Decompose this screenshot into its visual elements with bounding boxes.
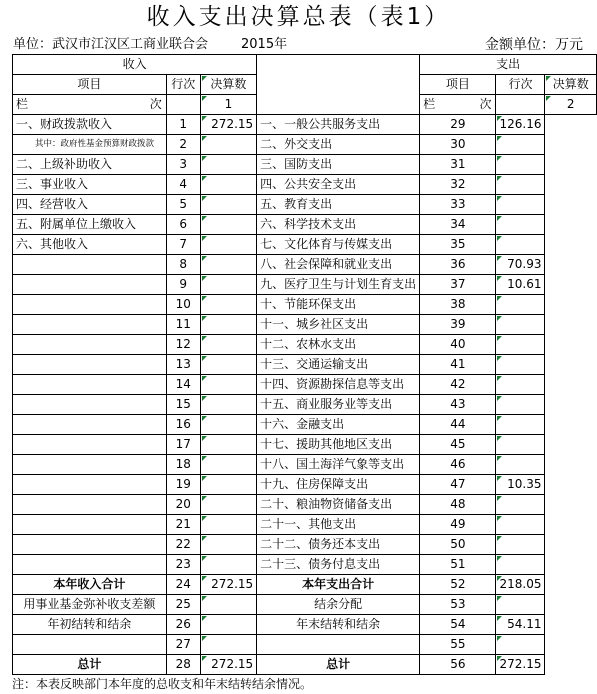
unit-label: 单位：武汉市江汉区工商业联合会 <box>13 37 209 52</box>
income-amount-cell <box>200 415 257 435</box>
expense-rowno-cell: 51 <box>420 555 496 575</box>
lan-label: 栏 <box>16 97 29 111</box>
income-column-number: 1 <box>200 95 257 115</box>
table-row <box>13 315 597 335</box>
income-rowno-cell: 18 <box>166 455 200 475</box>
income-rowno-cell: 1 <box>166 115 200 135</box>
expense-rowno-cell: 43 <box>420 395 496 415</box>
income-amount-cell <box>200 435 257 455</box>
table-row <box>13 335 597 355</box>
expense-rowno-cell: 37 <box>420 275 496 295</box>
income-item-cell <box>13 455 167 475</box>
expense-rowno-cell: 56 <box>420 655 496 675</box>
income-amount-cell <box>200 595 257 615</box>
income-item-cell: 四、经营收入 <box>13 195 167 215</box>
expense-amount-cell: 126.16 <box>496 115 545 135</box>
income-item-cell <box>13 335 167 355</box>
table-row <box>13 295 597 315</box>
income-rowno-header: 行次 <box>166 75 200 95</box>
income-item-cell <box>13 275 167 295</box>
expense-rowno-cell: 55 <box>420 635 496 655</box>
income-amount-cell <box>200 375 257 395</box>
expense-amount-cell <box>496 135 545 155</box>
expense-item-cell: 一、一般公共服务支出 <box>257 115 420 135</box>
expense-amount-cell <box>496 235 545 255</box>
income-amount-cell <box>200 535 257 555</box>
expense-item-cell: 二十一、其他支出 <box>257 515 420 535</box>
income-amount-cell <box>200 395 257 415</box>
table-row <box>13 135 597 155</box>
expense-item-cell: 结余分配 <box>257 595 420 615</box>
income-rowno-cell: 17 <box>166 435 200 455</box>
income-rowno-cell: 12 <box>166 335 200 355</box>
expense-amount-header: 决算数 <box>545 75 597 95</box>
income-section-header: 收入 <box>13 55 257 75</box>
expense-item-cell: 年末结转和结余 <box>257 615 420 635</box>
table-row <box>13 595 597 615</box>
expense-item-cell: 二、外交支出 <box>257 135 420 155</box>
income-rowno-cell: 13 <box>166 355 200 375</box>
income-rowno-cell: 25 <box>166 595 200 615</box>
expense-rowno-cell: 31 <box>420 155 496 175</box>
table-row <box>13 655 597 675</box>
ci-label: 次 <box>149 97 162 111</box>
income-rowno-cell: 3 <box>166 155 200 175</box>
income-amount-cell <box>200 495 257 515</box>
income-rowno-cell: 24 <box>166 575 200 595</box>
income-amount-cell <box>200 615 257 635</box>
income-amount-cell <box>200 135 257 155</box>
table-row <box>13 355 597 375</box>
report-meta <box>13 36 583 54</box>
expense-rowno-cell: 32 <box>420 175 496 195</box>
expense-amount-cell: 54.11 <box>496 615 545 635</box>
expense-amount-cell: 218.05 <box>496 575 545 595</box>
expense-item-cell: 十七、援助其他地区支出 <box>257 435 420 455</box>
expense-amount-cell <box>496 315 545 335</box>
expense-rowno-cell: 48 <box>420 495 496 515</box>
income-item-cell: 总计 <box>13 655 167 675</box>
expense-item-cell: 十六、金融支出 <box>257 415 420 435</box>
expense-amount-cell <box>496 155 545 175</box>
expense-amount-cell: 10.35 <box>496 475 545 495</box>
expense-rowno-cell: 36 <box>420 255 496 275</box>
money-unit-label: 金额单位：万元 <box>485 37 583 53</box>
expense-item-cell: 本年支出合计 <box>257 575 420 595</box>
table-row <box>13 235 597 255</box>
table-row <box>13 575 597 595</box>
income-item-cell: 二、上级补助收入 <box>13 155 167 175</box>
income-item-cell: 本年收入合计 <box>13 575 167 595</box>
expense-amount-cell: 272.15 <box>496 655 545 675</box>
income-item-cell <box>13 375 167 395</box>
expense-amount-cell <box>496 375 545 395</box>
expense-amount-cell: 10.61 <box>496 275 545 295</box>
table-row <box>13 175 597 195</box>
expense-rowno-cell: 47 <box>420 475 496 495</box>
expense-item-cell: 十一、城乡社区支出 <box>257 315 420 335</box>
lan-label: 栏 <box>423 97 436 111</box>
income-item-cell <box>13 435 167 455</box>
income-lanci-rowno <box>166 95 200 115</box>
expense-rowno-cell: 42 <box>420 375 496 395</box>
table-row <box>13 635 597 655</box>
expense-rowno-cell: 38 <box>420 295 496 315</box>
income-item-cell: 其中：政府性基金预算财政拨款 <box>13 135 167 155</box>
income-amount-cell: 272.15 <box>200 575 257 595</box>
table-row <box>13 435 597 455</box>
expense-rowno-cell: 34 <box>420 215 496 235</box>
table-row <box>13 215 597 235</box>
expense-rowno-cell: 30 <box>420 135 496 155</box>
income-amount-cell <box>200 315 257 335</box>
income-amount-cell <box>200 295 257 315</box>
expense-item-cell: 五、教育支出 <box>257 195 420 215</box>
table-row <box>13 515 597 535</box>
expense-item-cell: 十九、住房保障支出 <box>257 475 420 495</box>
income-item-cell: 一、财政拨款收入 <box>13 115 167 135</box>
expense-amount-cell <box>496 195 545 215</box>
income-amount-cell <box>200 235 257 255</box>
income-item-cell <box>13 295 167 315</box>
year-label: 2015年 <box>241 37 288 52</box>
income-amount-header: 决算数 <box>200 75 257 95</box>
expense-amount-cell <box>496 215 545 235</box>
income-rowno-cell: 6 <box>166 215 200 235</box>
income-rowno-cell: 16 <box>166 415 200 435</box>
income-item-cell: 年初结转和结余 <box>13 615 167 635</box>
table-row <box>13 535 597 555</box>
income-lanci-label <box>13 95 167 115</box>
table-row <box>13 555 597 575</box>
expense-lanci-label <box>420 95 496 115</box>
income-item-cell: 用事业基金弥补收支差额 <box>13 595 167 615</box>
expense-amount-cell: 70.93 <box>496 255 545 275</box>
income-amount-cell <box>200 635 257 655</box>
table-row <box>13 115 597 135</box>
income-expense-table <box>12 54 597 675</box>
income-rowno-cell: 10 <box>166 295 200 315</box>
expense-rowno-cell: 50 <box>420 535 496 555</box>
expense-item-cell: 总计 <box>257 655 420 675</box>
expense-item-cell: 九、医疗卫生与计划生育支出 <box>257 275 420 295</box>
income-amount-cell <box>200 195 257 215</box>
income-item-cell <box>13 255 167 275</box>
income-rowno-cell: 7 <box>166 235 200 255</box>
income-rowno-cell: 27 <box>166 635 200 655</box>
expense-column-number: 2 <box>545 95 597 115</box>
income-item-cell <box>13 315 167 335</box>
expense-item-cell: 四、公共安全支出 <box>257 175 420 195</box>
expense-amount-cell <box>496 535 545 555</box>
report-title: 收入支出决算总表（表1） <box>146 4 451 30</box>
table-row <box>13 375 597 395</box>
income-item-cell: 五、附属单位上缴收入 <box>13 215 167 235</box>
expense-rowno-cell: 44 <box>420 415 496 435</box>
income-rowno-cell: 26 <box>166 615 200 635</box>
expense-rowno-cell: 45 <box>420 435 496 455</box>
table-row <box>13 495 597 515</box>
table-row <box>13 195 597 215</box>
expense-item-cell: 二十、粮油物资储备支出 <box>257 495 420 515</box>
income-item-cell <box>13 635 167 655</box>
expense-amount-cell <box>496 295 545 315</box>
income-rowno-cell: 21 <box>166 515 200 535</box>
table-row <box>13 415 597 435</box>
expense-amount-cell <box>496 395 545 415</box>
income-amount-cell <box>200 335 257 355</box>
expense-rowno-cell: 29 <box>420 115 496 135</box>
expense-item-cell <box>257 635 420 655</box>
expense-amount-cell <box>496 495 545 515</box>
income-amount-cell <box>200 255 257 275</box>
income-rowno-cell: 9 <box>166 275 200 295</box>
table-row <box>13 395 597 415</box>
income-rowno-cell: 11 <box>166 315 200 335</box>
income-amount-cell <box>200 355 257 375</box>
income-item-cell <box>13 475 167 495</box>
expense-item-cell: 三、国防支出 <box>257 155 420 175</box>
income-item-cell <box>13 355 167 375</box>
income-item-cell <box>13 535 167 555</box>
expense-rowno-cell: 33 <box>420 195 496 215</box>
income-item-cell <box>13 495 167 515</box>
expense-amount-cell <box>496 595 545 615</box>
expense-item-cell: 十、节能环保支出 <box>257 295 420 315</box>
income-amount-cell <box>200 515 257 535</box>
income-amount-cell <box>200 215 257 235</box>
income-amount-cell: 272.15 <box>200 115 257 135</box>
expense-rowno-cell: 53 <box>420 595 496 615</box>
expense-amount-cell <box>496 355 545 375</box>
income-item-cell <box>13 415 167 435</box>
expense-amount-cell <box>496 455 545 475</box>
income-item-header: 项目 <box>13 75 167 95</box>
income-amount-cell <box>200 455 257 475</box>
income-item-cell <box>13 515 167 535</box>
expense-rowno-cell: 41 <box>420 355 496 375</box>
expense-amount-cell <box>496 515 545 535</box>
expense-rowno-cell: 52 <box>420 575 496 595</box>
expense-amount-cell <box>496 415 545 435</box>
table-row <box>13 475 597 495</box>
income-item-cell <box>13 555 167 575</box>
expense-amount-cell <box>496 435 545 455</box>
expense-item-cell: 十八、国土海洋气象等支出 <box>257 455 420 475</box>
income-item-cell <box>13 395 167 415</box>
expense-item-cell: 十五、商业服务业等支出 <box>257 395 420 415</box>
expense-amount-cell <box>496 175 545 195</box>
footnote: 注：本表反映部门本年度的总收支和年末结转结余情况。 <box>12 677 313 691</box>
income-amount-cell <box>200 555 257 575</box>
expense-item-cell: 十三、交通运输支出 <box>257 355 420 375</box>
expense-rowno-cell: 40 <box>420 335 496 355</box>
expense-rowno-cell: 49 <box>420 515 496 535</box>
table-row <box>13 455 597 475</box>
expense-section-header: 支出 <box>420 55 597 75</box>
income-rowno-cell: 8 <box>166 255 200 275</box>
income-rowno-cell: 23 <box>166 555 200 575</box>
expense-lanci-rowno <box>496 95 545 115</box>
expense-rowno-header: 行次 <box>496 75 545 95</box>
expense-rowno-cell: 46 <box>420 455 496 475</box>
income-amount-cell <box>200 155 257 175</box>
income-rowno-cell: 20 <box>166 495 200 515</box>
expense-item-cell: 六、科学技术支出 <box>257 215 420 235</box>
expense-item-cell: 八、社会保障和就业支出 <box>257 255 420 275</box>
income-rowno-cell: 22 <box>166 535 200 555</box>
expense-item-header: 项目 <box>420 75 496 95</box>
income-rowno-cell: 14 <box>166 375 200 395</box>
expense-rowno-cell: 54 <box>420 615 496 635</box>
income-rowno-cell: 5 <box>166 195 200 215</box>
income-item-cell: 三、事业收入 <box>13 175 167 195</box>
income-rowno-cell: 4 <box>166 175 200 195</box>
expense-item-cell: 二十二、债务还本支出 <box>257 535 420 555</box>
expense-item-cell: 七、文化体育与传媒支出 <box>257 235 420 255</box>
ci-label: 次 <box>479 97 492 111</box>
income-rowno-cell: 19 <box>166 475 200 495</box>
income-item-cell: 六、其他收入 <box>13 235 167 255</box>
income-rowno-cell: 28 <box>166 655 200 675</box>
expense-rowno-cell: 39 <box>420 315 496 335</box>
expense-item-cell: 十四、资源勘探信息等支出 <box>257 375 420 395</box>
table-row <box>13 615 597 635</box>
income-rowno-cell: 15 <box>166 395 200 415</box>
income-amount-cell <box>200 275 257 295</box>
table-row <box>13 155 597 175</box>
expense-amount-cell <box>496 555 545 575</box>
expense-item-cell: 二十三、债务付息支出 <box>257 555 420 575</box>
table-row <box>13 275 597 295</box>
income-amount-cell <box>200 175 257 195</box>
section-divider <box>257 55 420 115</box>
expense-amount-cell <box>496 635 545 655</box>
income-amount-cell <box>200 475 257 495</box>
expense-rowno-cell: 35 <box>420 235 496 255</box>
table-row <box>13 255 597 275</box>
income-rowno-cell: 2 <box>166 135 200 155</box>
expense-item-cell: 十二、农林水支出 <box>257 335 420 355</box>
income-amount-cell: 272.15 <box>200 655 257 675</box>
expense-amount-cell <box>496 335 545 355</box>
